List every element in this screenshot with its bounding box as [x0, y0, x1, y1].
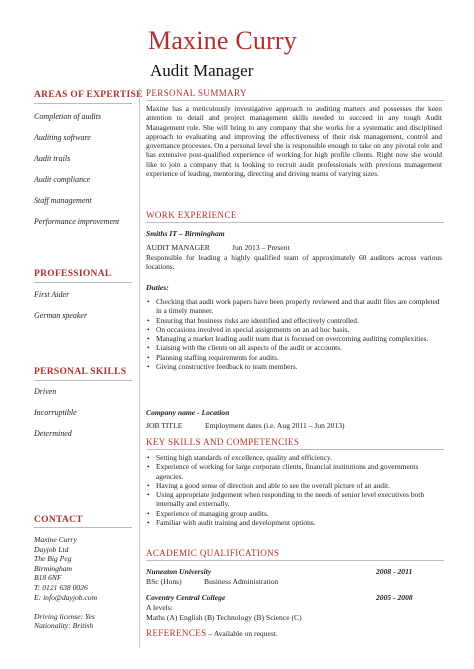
- job1-employer: Smiths IT – Birmingham: [146, 229, 225, 238]
- contact-block: [34, 535, 97, 631]
- contact-email[interactable]: E: info@dayjob.com: [34, 592, 98, 602]
- expertise-heading: AREAS OF EXPERTISE: [34, 90, 143, 100]
- job-title: Audit Manager: [150, 61, 254, 80]
- school1-name: Nuneaton University: [146, 567, 212, 576]
- summary-heading: PERSONAL SUMMARY: [146, 88, 247, 98]
- professional-item: German speaker: [34, 311, 88, 320]
- professional-heading: PROFESSIONAL: [34, 269, 112, 279]
- summary-text: Maxine has a meticulously investigative approach to auditing matters and possesses the keen attention to detail and project management skills needed to succeed in any tough Audit Management role. She will bring to any company that she works for a systematic and disciplined approach to evaluating and improving the effectiveness of their risk management, control and governance processes. On a personal level she is responsible enough to take on any pivotal role and has extensive post-qualified experience of working for high profile clients. Right now she would like to join a company that is looking to recruit audit professionals with previous management experience of leading, mentoring, directing and driving teams of varying sizes.: [146, 104, 442, 179]
- contact-divider: [34, 527, 132, 528]
- personal-skill-item: Driven: [34, 387, 57, 396]
- contact-city: Birmingham: [34, 563, 72, 573]
- references-row: [146, 629, 278, 638]
- skill-item: • Setting high standards of excellence, quality and efficiency.: [146, 453, 446, 462]
- references-heading: REFERENCES: [146, 628, 207, 638]
- skill-item: • Using appropriate judgement when responding to the needs of senior level executives both internally and externally.: [146, 490, 446, 509]
- duty-item: • Managing a market leading audit team that is focused on overcoming auditing complexities.: [146, 334, 446, 343]
- personal-skill-item: Incorruptible: [34, 408, 77, 417]
- expertise-item: Completion of audits: [34, 112, 102, 121]
- contact-company: Dayjob Ltd: [34, 544, 69, 554]
- professional-divider: [34, 282, 132, 283]
- professional-item: First Aider: [34, 290, 70, 299]
- contact-postcode: B18 6NF: [34, 573, 62, 583]
- expertise-item: Staff management: [34, 196, 92, 205]
- skill-item: • Experience of managing group audits.: [146, 509, 446, 518]
- contact-nationality: Nationality: British: [34, 621, 94, 631]
- column-divider: [139, 88, 140, 648]
- school2-dates: 2005 - 2008: [376, 593, 413, 602]
- school1-subject: Business Administration: [204, 577, 279, 586]
- work-heading: WORK EXPERIENCE: [146, 210, 237, 220]
- skills-list: [146, 453, 446, 527]
- school1-degree: BSc (Hons): [146, 577, 182, 586]
- duty-item: • Liaising with the clients on all aspects of the audit or accounts.: [146, 343, 446, 352]
- job1-dates: Jun 2013 – Present: [232, 243, 290, 252]
- school1-dates: 2008 - 2011: [376, 567, 413, 576]
- expertise-item: Audit compliance: [34, 175, 91, 184]
- candidate-name: Maxine Curry: [148, 26, 297, 55]
- duty-item: • On occasions involved in special assignments on an ad hoc basis.: [146, 325, 446, 334]
- references-text: – Available on request.: [206, 629, 278, 638]
- personal-skills-heading: PERSONAL SKILLS: [34, 367, 127, 377]
- skill-item: • Familiar with audit training and development options.: [146, 518, 446, 527]
- skill-item: • Having a good sense of direction and able to see the overall picture of an audit.: [146, 481, 446, 490]
- skills-divider: [146, 449, 444, 450]
- contact-heading: CONTACT: [34, 515, 83, 525]
- contact-driving-license: Driving license: Yes: [34, 611, 95, 621]
- expertise-item: Performance improvement: [34, 217, 120, 226]
- summary-divider: [146, 100, 444, 101]
- job1-duties-list: [146, 297, 446, 371]
- duty-item: • Giving constructive feedback to team members.: [146, 362, 446, 371]
- personal-skills-divider: [34, 380, 132, 381]
- duty-item: • Planning staffing requirements for audits.: [146, 353, 446, 362]
- contact-street: The Big Peg: [34, 554, 72, 564]
- education-heading: ACADEMIC QUALIFICATIONS: [146, 548, 280, 558]
- school2-name: Coventry Central College: [146, 593, 226, 602]
- job1-duties-label: Duties:: [146, 283, 169, 292]
- duty-item: • Checking that audit work papers have been properly reviewed and that audit files are completed in a timely manner.: [146, 297, 446, 316]
- expertise-item: Audit trails: [34, 154, 71, 163]
- skill-item: • Experience of working for large corporate clients, financial institutions and governments agencies.: [146, 462, 446, 481]
- contact-spacer: [34, 602, 97, 612]
- education-divider: [146, 560, 444, 561]
- job2-employer: Company name - Location: [146, 408, 230, 417]
- expertise-item: Auditing software: [34, 133, 91, 142]
- contact-phone: T: 0121 638 0026: [34, 582, 88, 592]
- job2-role: JOB TITLE: [146, 421, 183, 430]
- expertise-divider: [34, 103, 132, 104]
- personal-skill-item: Determined: [34, 429, 72, 438]
- school2-levels: Maths (A) English (B) Technology (B) Science (C): [146, 613, 302, 622]
- job2-dates: Employment dates (i.e. Aug 2011 – Jun 2013): [205, 421, 345, 430]
- job1-role: AUDIT MANAGER: [146, 243, 210, 252]
- school2-levels-label: A levels:: [146, 603, 173, 612]
- job1-summary: Responsible for leading a highly qualified team of approximately 60 auditors across various locations.: [146, 253, 442, 272]
- duty-item: • Ensuring that business risks are identified and effectively controlled.: [146, 316, 446, 325]
- work-divider: [146, 222, 444, 223]
- contact-name: Maxine Curry: [34, 535, 77, 544]
- skills-heading: KEY SKILLS AND COMPETENCIES: [146, 437, 300, 447]
